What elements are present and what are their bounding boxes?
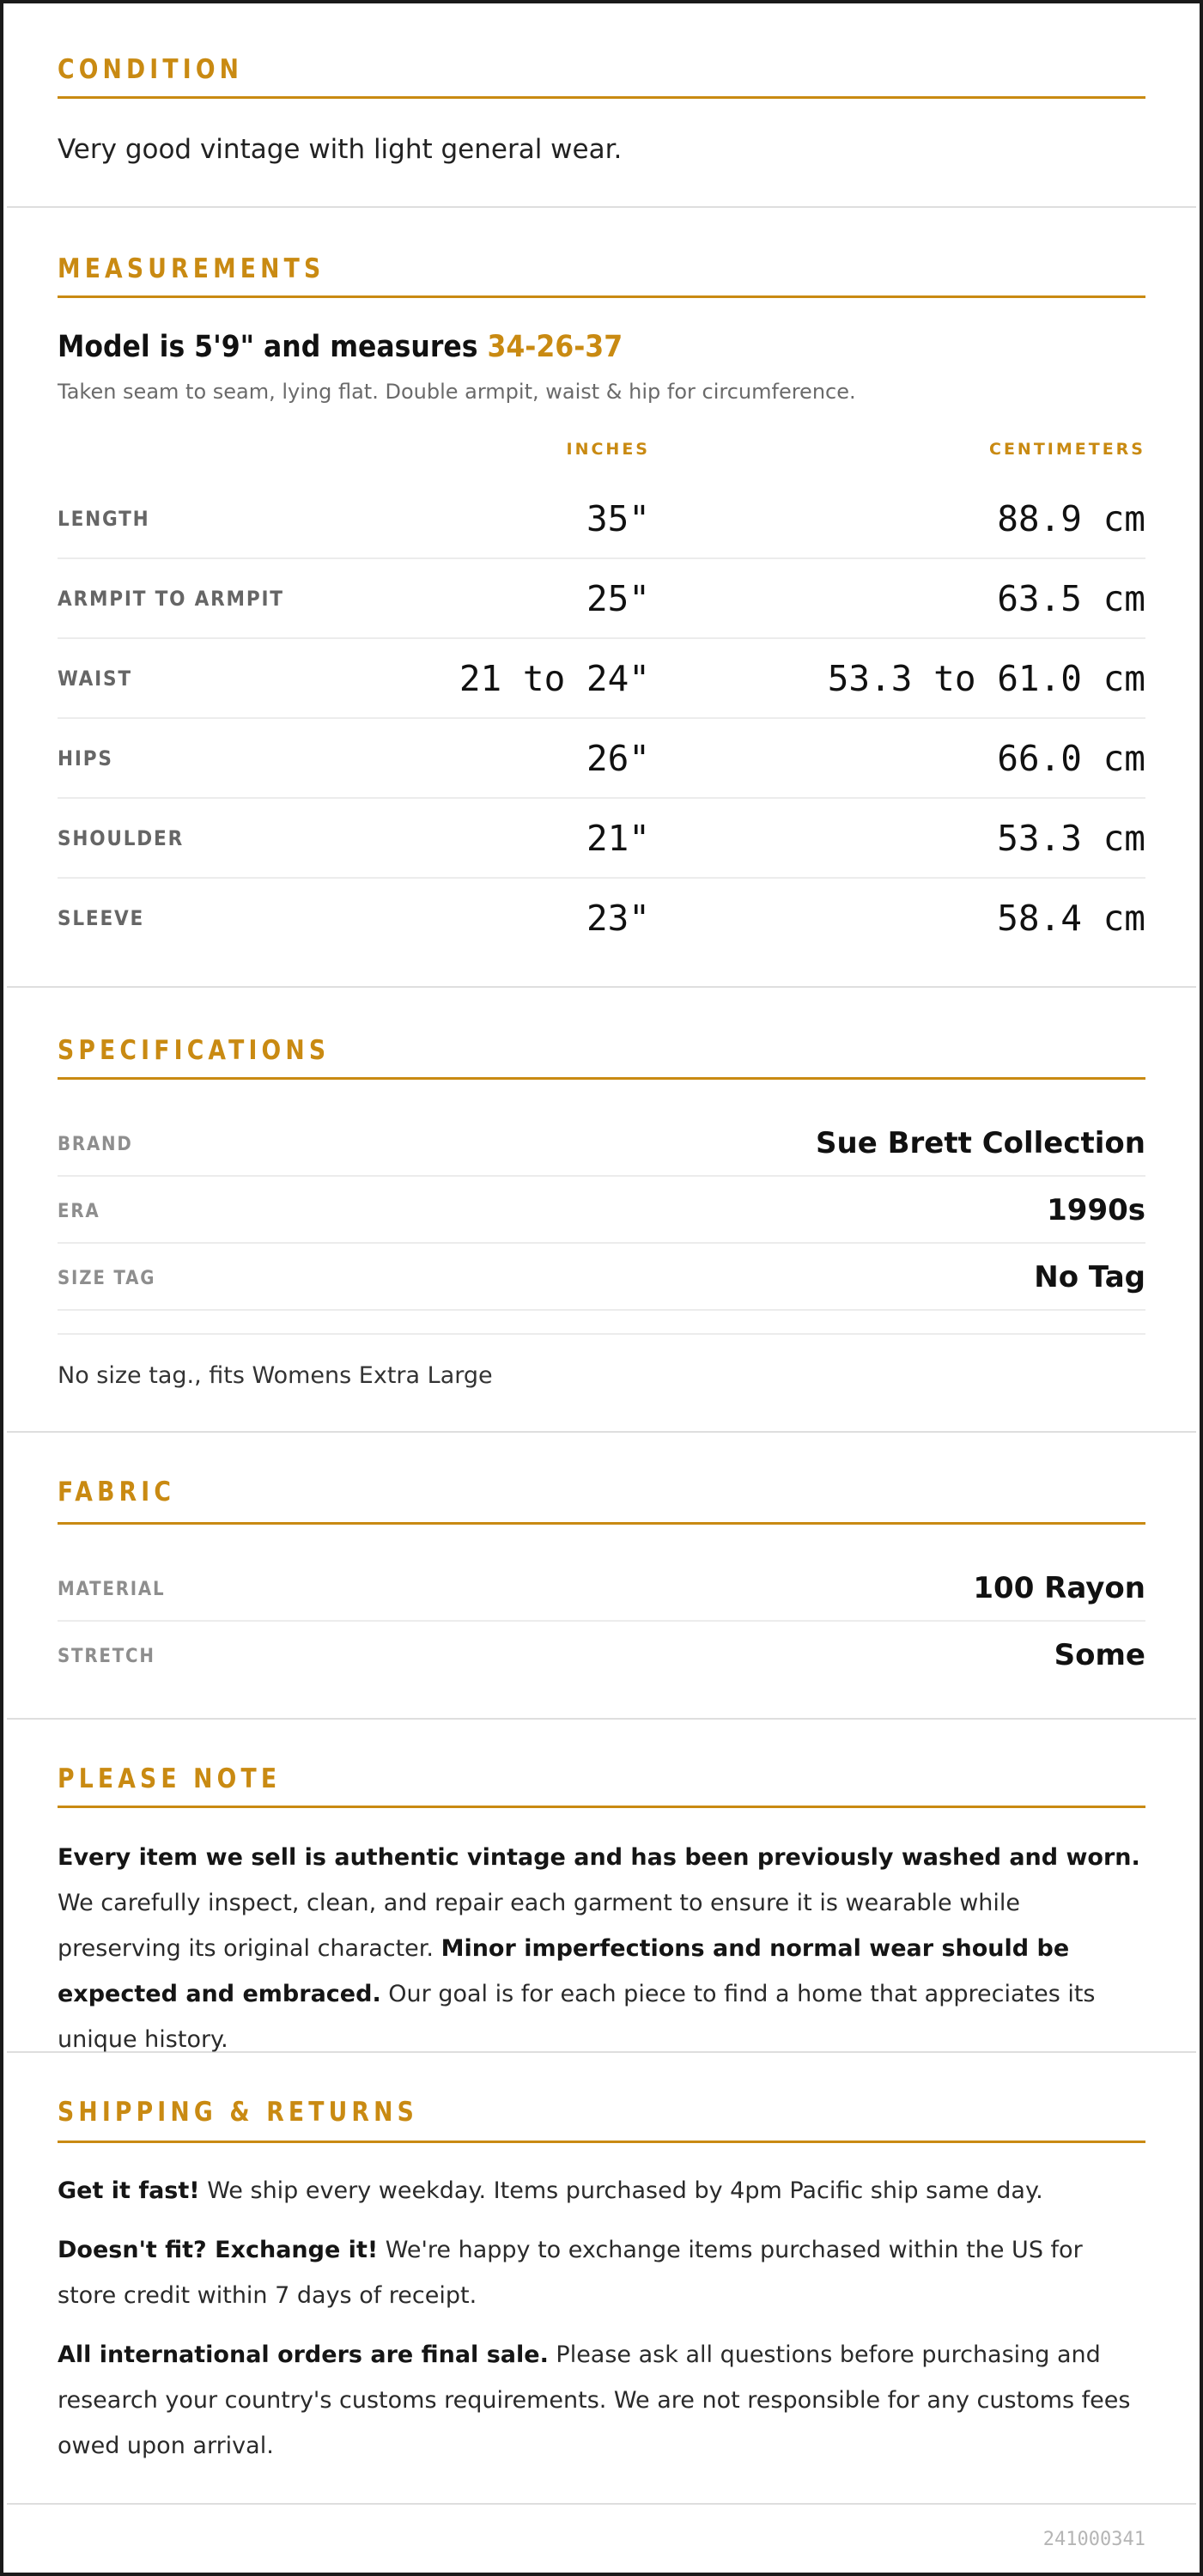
shipping-bold-2: Doesn't fit? Exchange it! (58, 2237, 379, 2263)
inches-column-header: INCHES (566, 440, 650, 459)
measurements-heading: MEASUREMENTS (58, 253, 325, 284)
measurement-row-hips (58, 719, 1145, 799)
shipping-paragraph-3 (58, 2332, 1145, 2469)
measurement-cm: 88.9 cm (997, 498, 1145, 539)
measurement-label: WAIST (58, 667, 132, 691)
shipping-bold-1: Get it fast! (58, 2177, 200, 2204)
fabric-section (7, 1433, 1196, 1720)
specifications-section (7, 988, 1196, 1433)
please-note-section (7, 1720, 1196, 2053)
fabric-heading: FABRIC (58, 1477, 176, 1507)
measurement-label: LENGTH (58, 507, 150, 531)
shipping-paragraph-2 (58, 2227, 1145, 2318)
measurement-cm: 53.3 to 61.0 cm (827, 658, 1145, 699)
fabric-row-material (58, 1555, 1145, 1622)
condition-text: Very good vintage with light general wear. (58, 134, 623, 165)
shipping-heading: SHIPPING & RETURNS (58, 2097, 418, 2128)
measurement-row-armpit (58, 559, 1145, 639)
spec-value: Sue Brett Collection (816, 1126, 1145, 1160)
measurement-inches: 21 to 24" (459, 658, 650, 699)
measurement-cm: 66.0 cm (997, 738, 1145, 779)
measurement-inches: 25" (586, 578, 650, 619)
shipping-bold-3: All international orders are final sale. (58, 2342, 549, 2368)
spec-label: BRAND (58, 1134, 133, 1155)
measurement-note: Taken seam to seam, lying flat. Double armpit, waist & hip for circumference. (58, 380, 856, 404)
model-measurements (58, 330, 623, 364)
spec-row-brand (58, 1110, 1145, 1177)
measurement-label: SHOULDER (58, 826, 185, 850)
specifications-rule (58, 1077, 1145, 1080)
footer (7, 2505, 1196, 2576)
measurement-cm: 58.4 cm (997, 898, 1145, 939)
fabric-label: STRETCH (58, 1646, 155, 1667)
shipping-paragraph-1 (58, 2168, 1145, 2214)
measurement-inches: 23" (586, 898, 650, 939)
spec-value: 1990s (1047, 1193, 1145, 1227)
measurement-inches: 35" (586, 498, 650, 539)
measurement-label: SLEEVE (58, 906, 145, 930)
condition-section (7, 7, 1196, 208)
centimeters-column-header: CENTIMETERS (989, 440, 1145, 459)
shipping-text-1: We ship every weekday. Items purchased by 4pm Pacific ship same day. (199, 2177, 1043, 2204)
measurement-row-shoulder (58, 799, 1145, 879)
please-note-text-1: We carefully inspect, clean, and repair each garment to ensure it is wearable while preserving its original character. (58, 1890, 1021, 1962)
spec-row-era (58, 1177, 1145, 1244)
please-note-rule (58, 1806, 1145, 1808)
spec-label: SIZE TAG (58, 1268, 156, 1289)
size-note: No size tag., fits Womens Extra Large (58, 1362, 493, 1389)
condition-rule (58, 96, 1145, 99)
fabric-value: 100 Rayon (973, 1571, 1145, 1605)
shipping-rule (58, 2141, 1145, 2143)
please-note-text-2: Our goal is for each piece to find a home that appreciates its unique history. (58, 1981, 1096, 2053)
shipping-text-3: Please ask all questions before purchasing and research your country's customs requirements. We are not responsible for any customs fees owed upon arrival. (58, 2342, 1131, 2459)
fabric-row-stretch (58, 1622, 1145, 1689)
measurement-row-length (58, 479, 1145, 559)
please-note-paragraph (58, 1835, 1145, 2062)
measurement-inches: 26" (586, 738, 650, 779)
measurement-cm: 53.3 cm (997, 818, 1145, 859)
fabric-label: MATERIAL (58, 1579, 166, 1600)
measurement-label: HIPS (58, 746, 113, 770)
shipping-returns-section (7, 2053, 1196, 2505)
measurement-inches: 21" (586, 818, 650, 859)
please-note-heading: PLEASE NOTE (58, 1763, 282, 1794)
model-prefix: Model is 5'9" and measures (58, 330, 478, 364)
measurements-section (7, 208, 1196, 988)
please-note-bold-2: Minor imperfections and normal wear should be expected and embraced. (58, 1935, 1070, 2007)
spec-row-size-tag (58, 1244, 1145, 1311)
product-code: 241000341 (1042, 2529, 1145, 2550)
model-measure-value: 34-26-37 (487, 330, 623, 364)
measurements-rule (58, 295, 1145, 298)
shipping-text-2: We're happy to exchange items purchased within the US for store credit within 7 days of receipt. (58, 2237, 1083, 2309)
measurement-cm: 63.5 cm (997, 578, 1145, 619)
fabric-value: Some (1054, 1638, 1145, 1672)
spec-label: ERA (58, 1201, 100, 1222)
spec-value: No Tag (1034, 1260, 1145, 1294)
measurement-row-waist (58, 639, 1145, 719)
spec-divider (58, 1333, 1145, 1335)
measurement-label: ARMPIT TO ARMPIT (58, 587, 284, 611)
specifications-heading: SPECIFICATIONS (58, 1035, 331, 1066)
measurement-row-sleeve (58, 879, 1145, 959)
please-note-bold-1: Every item we sell is authentic vintage and has been previously washed and worn. (58, 1844, 1140, 1871)
fabric-rule (58, 1522, 1145, 1525)
condition-heading: CONDITION (58, 54, 244, 85)
